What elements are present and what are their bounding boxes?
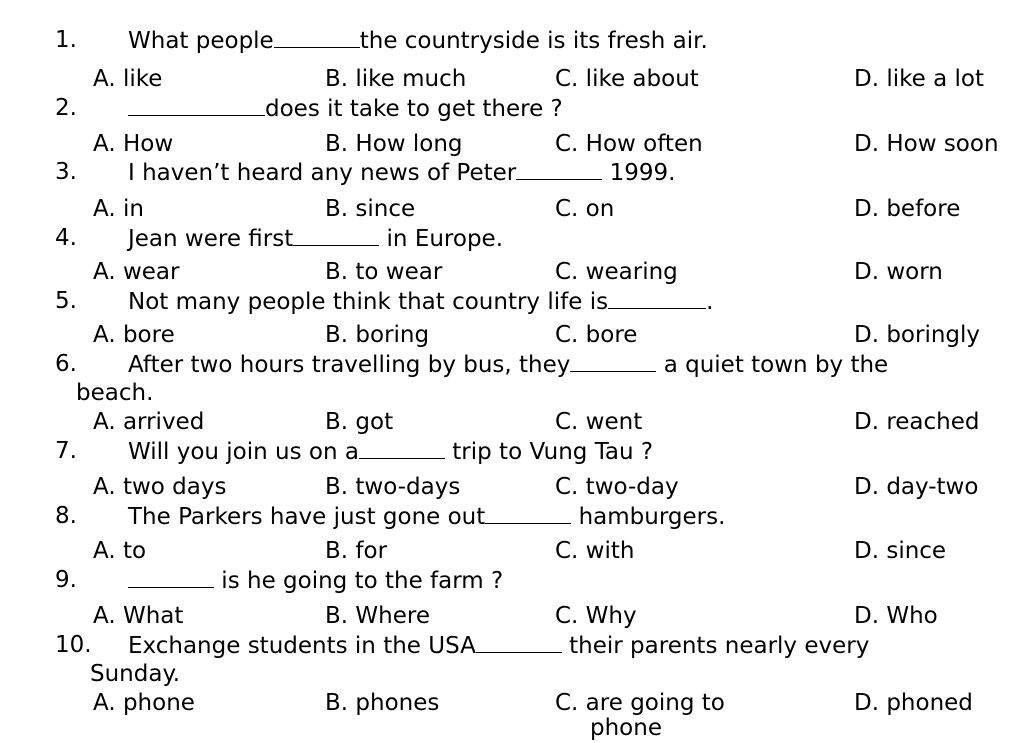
option-c: C. bore [555, 322, 638, 348]
question-text [128, 349, 888, 380]
option-b: B. Where [325, 603, 430, 629]
question-text [128, 501, 725, 532]
question-stem-end: 1999. [602, 160, 676, 186]
answer-blank [570, 349, 656, 372]
option-d: D. reached [854, 409, 980, 435]
question-text [128, 565, 503, 596]
question-1 [0, 25, 1024, 55]
option-b: B. since [325, 196, 416, 222]
option-a: A. like [93, 66, 163, 92]
question-text [128, 223, 503, 254]
answer-blank [485, 501, 571, 524]
options-6 [0, 407, 1024, 437]
question-10 [0, 630, 1024, 660]
question-stem-end: does it take to get there ? [265, 96, 563, 122]
option-c: C. How often [555, 131, 703, 157]
question-text [128, 157, 675, 188]
option-a: A. wear [93, 259, 180, 285]
question-stem-end: in Europe. [379, 226, 504, 252]
answer-blank [128, 93, 265, 116]
options-5 [0, 320, 1024, 350]
options-8 [0, 536, 1024, 566]
options-7 [0, 472, 1024, 502]
question-stem-end: a quiet town by the [656, 352, 889, 378]
option-d: D. boringly [854, 322, 981, 348]
question-text [128, 93, 563, 124]
question-stem-start: The Parkers have just gone out [128, 504, 486, 530]
question-number: 3. [55, 159, 77, 185]
option-a: A. bore [93, 322, 175, 348]
options-3 [0, 194, 1024, 224]
option-d: D. Who [854, 603, 938, 629]
question-2 [0, 93, 1024, 123]
option-c: C. like about [555, 66, 699, 92]
question-6-continuation: beach. [76, 380, 154, 406]
answer-blank [128, 565, 214, 588]
option-a: A. What [93, 603, 184, 629]
option-d: D. How soon [854, 131, 999, 157]
option-d: D. worn [854, 259, 943, 285]
question-number: 1. [55, 27, 77, 53]
question-6 [0, 349, 1024, 379]
question-8 [0, 501, 1024, 531]
question-number: 6. [55, 351, 77, 377]
question-stem-start: Not many people think that country life is [128, 289, 609, 315]
question-4 [0, 223, 1024, 253]
option-c: C. wearing [555, 259, 678, 285]
question-stem-end: trip to Vung Tau ? [444, 439, 654, 465]
options-4 [0, 257, 1024, 287]
option-a: A. to [93, 538, 147, 564]
option-b: B. boring [325, 322, 430, 348]
option-c-continuation: phone [590, 715, 662, 741]
option-c: C. went [555, 409, 643, 435]
question-stem-start: Exchange students in the USA [128, 633, 476, 659]
option-c: C. with [555, 538, 635, 564]
question-number: 4. [55, 225, 77, 251]
option-b: B. to wear [325, 259, 443, 285]
option-b: B. got [325, 409, 394, 435]
option-c: C. on [555, 196, 615, 222]
option-b: B. phones [325, 690, 440, 716]
question-stem-end: hamburgers. [571, 504, 726, 530]
option-c: C. are going to [555, 690, 725, 716]
question-number: 5. [55, 288, 77, 314]
question-stem-start: Jean were first [128, 226, 294, 252]
question-3 [0, 157, 1024, 187]
option-a: A. How [93, 131, 174, 157]
option-a: A. arrived [93, 409, 205, 435]
question-text [128, 25, 708, 56]
option-a: A. two days [93, 474, 227, 500]
answer-blank [359, 436, 445, 459]
question-stem-end: is he going to the farm ? [214, 568, 504, 594]
option-b: B. for [325, 538, 388, 564]
option-d: D. phoned [854, 690, 973, 716]
options-1 [0, 64, 1024, 94]
options-9 [0, 601, 1024, 631]
option-d: D. before [854, 196, 961, 222]
question-stem-end: . [706, 289, 714, 315]
answer-blank [274, 25, 360, 48]
question-7 [0, 436, 1024, 466]
question-number: 2. [55, 95, 77, 121]
answer-blank [608, 286, 706, 309]
question-text [128, 436, 653, 467]
option-b: B. two-days [325, 474, 461, 500]
option-b: B. How long [325, 131, 463, 157]
option-a: A. phone [93, 690, 195, 716]
question-9 [0, 565, 1024, 595]
question-stem-start: Will you join us on a [128, 439, 359, 465]
question-stem-end: their parents nearly every [561, 633, 870, 659]
answer-blank [516, 157, 602, 180]
option-d: D. since [854, 538, 947, 564]
answer-blank [293, 223, 379, 246]
options-2 [0, 129, 1024, 159]
question-stem-start: After two hours travelling by bus, they [128, 352, 571, 378]
option-b: B. like much [325, 66, 467, 92]
options-10 [0, 688, 1024, 718]
question-stem-end: the countryside is its fresh air. [359, 28, 708, 54]
question-10-continuation: Sunday. [90, 661, 181, 687]
question-number: 10. [55, 632, 92, 658]
question-stem-start: I haven’t heard any news of Peter [128, 160, 517, 186]
option-a: A. in [93, 196, 144, 222]
question-text [128, 630, 869, 661]
question-number: 9. [55, 567, 77, 593]
question-stem-start: What people [128, 28, 274, 54]
option-c: C. Why [555, 603, 637, 629]
option-c: C. two-day [555, 474, 679, 500]
option-d: D. like a lot [854, 66, 984, 92]
question-number: 8. [55, 503, 77, 529]
answer-blank [476, 630, 562, 653]
option-d: D. day-two [854, 474, 979, 500]
question-text [128, 286, 713, 317]
question-number: 7. [55, 438, 77, 464]
question-5 [0, 286, 1024, 316]
